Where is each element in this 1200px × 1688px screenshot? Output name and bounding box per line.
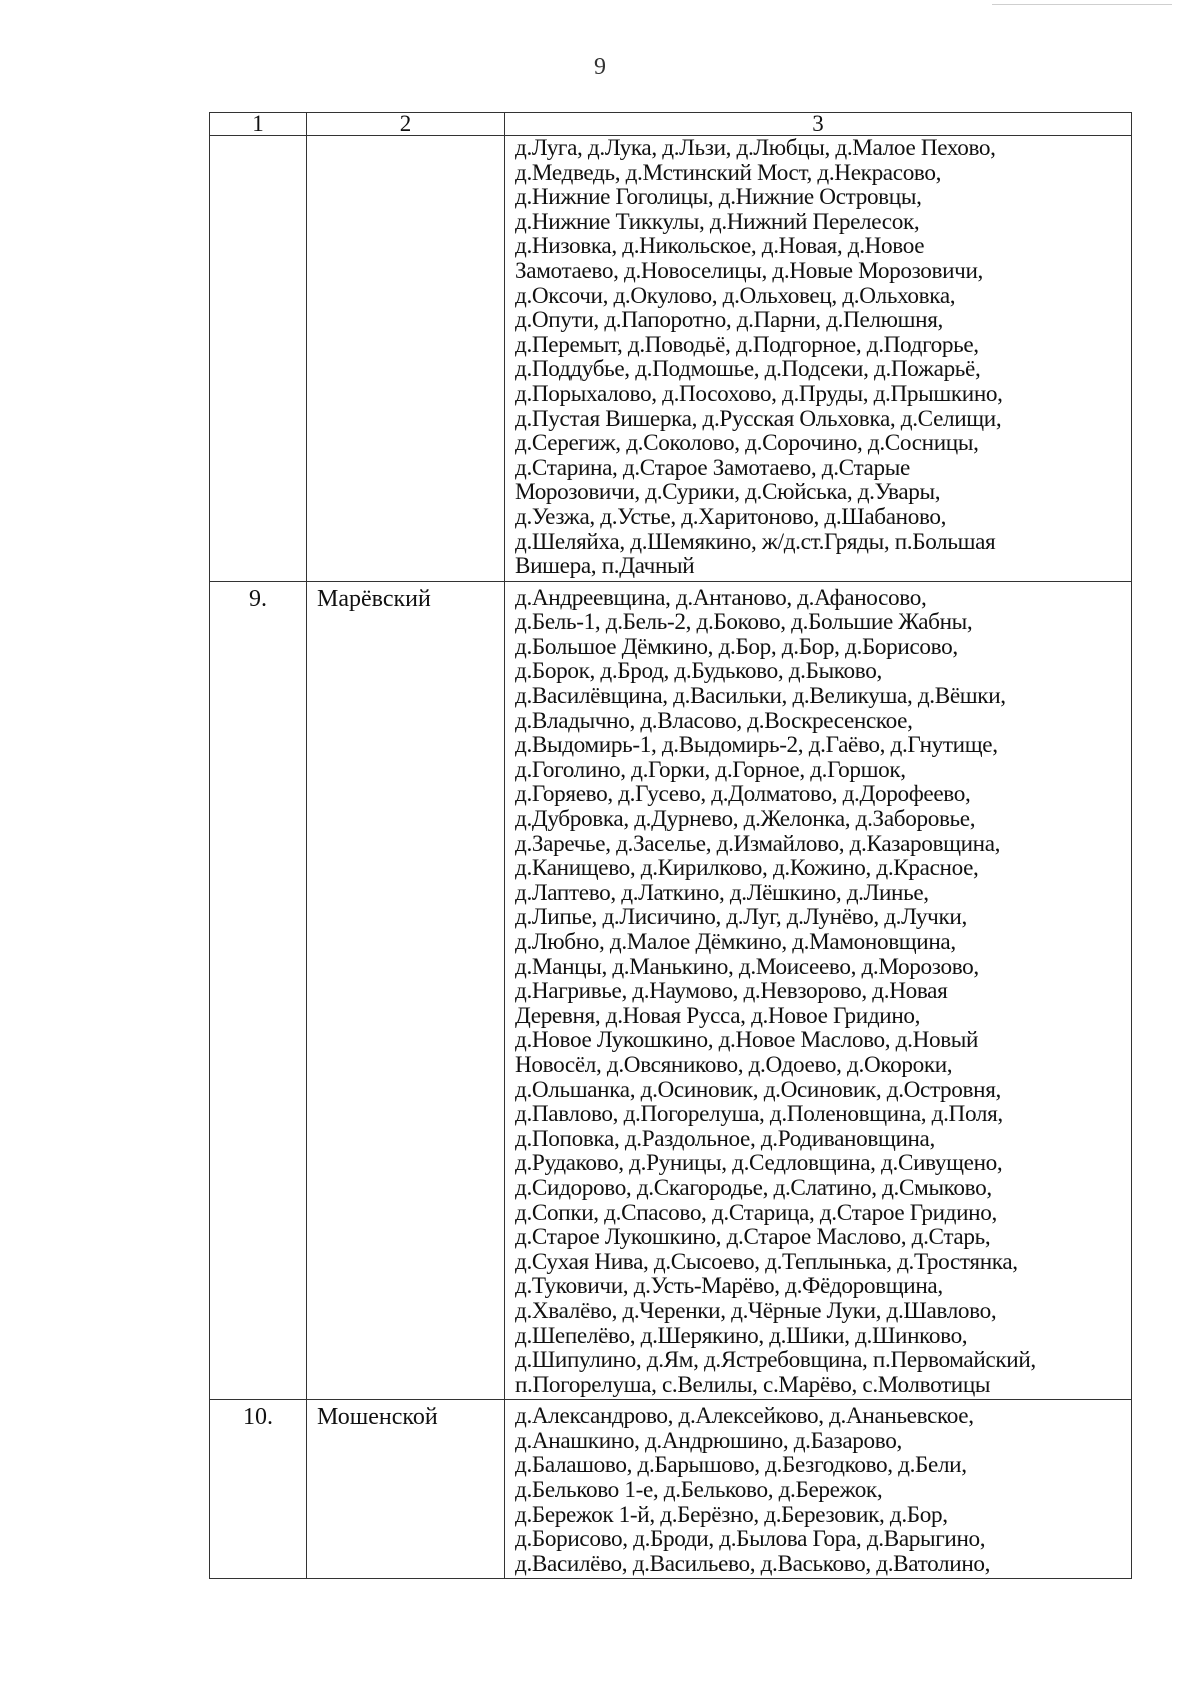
settlements-line: д.Балашово, д.Барышово, д.Безгодково, д.Бели,	[515, 1452, 967, 1479]
settlements-line: д.Порыхалово, д.Посохово, д.Пруды, д.Прышкино,	[515, 380, 1003, 407]
settlements-line: д.Борисово, д.Броди, д.Былова Гора, д.Варыгино,	[515, 1526, 986, 1553]
settlements-line: д.Новое Лукошкино, д.Новое Маслово, д.Новый	[515, 1027, 979, 1054]
settlements-line: д.Андреевщина, д.Антаново, д.Афаносово,	[515, 584, 927, 611]
settlements-line: д.Гоголино, д.Горки, д.Горное, д.Горшок,	[515, 756, 906, 783]
settlements-line: д.Серегиж, д.Соколово, д.Сорочино, д.Сосницы,	[515, 430, 979, 457]
settlements-cell	[505, 136, 1132, 582]
settlements-line: д.Нижние Тиккулы, д.Нижний Перелесок,	[515, 208, 920, 235]
table-row	[210, 1400, 1132, 1579]
settlements-line: д.Старина, д.Старое Замотаево, д.Старые	[515, 454, 910, 481]
settlements-line: д.Любно, д.Малое Дёмкино, д.Мамоновщина,	[515, 929, 956, 955]
header-col-1: 1	[210, 113, 307, 136]
settlements-line: д.Дубровка, д.Дурнево, д.Желонка, д.Заборовье,	[515, 806, 976, 833]
settlements-line: Вишера, п.Дачный	[515, 553, 695, 580]
settlements-line: Деревня, д.Новая Русса, д.Новое Гридино,	[515, 1002, 921, 1029]
settlements-line: д.Липье, д.Лисичино, д.Луг, д.Лунёво, д.Лучки,	[515, 904, 967, 931]
settlements-line: Новосёл, д.Овсяниково, д.Одоево, д.Окороки,	[515, 1051, 953, 1078]
settlements-line: д.Луга, д.Лука, д.Льзи, д.Любцы, д.Малое Пехово,	[515, 135, 996, 161]
settlements-line: д.Перемыт, д.Поводьё, д.Подгорное, д.Подгорье,	[515, 331, 979, 358]
table-row	[210, 581, 1132, 1400]
settlements-line: д.Рудаково, д.Руницы, д.Седловщина, д.Сивущено,	[515, 1150, 1003, 1177]
settlements-line: д.Владычно, д.Власово, д.Воскресенское,	[515, 707, 913, 734]
settlements-line: д.Выдомирь-1, д.Выдомирь-2, д.Гаёво, д.Гнутище,	[515, 732, 998, 759]
scan-artifact-line	[992, 4, 1172, 5]
row-number	[210, 136, 307, 582]
table-row	[210, 136, 1132, 582]
settlements-line: д.Бережок 1-й, д.Берёзно, д.Березовик, д.Бор,	[515, 1501, 948, 1528]
settlements-line: д.Большое Дёмкино, д.Бор, д.Бор, д.Борисово,	[515, 633, 958, 660]
settlements-line: д.Пустая Вишерка, д.Русская Ольховка, д.Селищи,	[515, 405, 1002, 432]
settlements-line: д.Павлово, д.Погорелуша, д.Поленовщина, д.Поля,	[515, 1101, 1003, 1128]
settlements-line: д.Шипулино, д.Ям, д.Ястребовщина, п.Первомайский,	[515, 1347, 1036, 1374]
settlements-line: д.Канищево, д.Кирилково, д.Кожино, д.Красное,	[515, 855, 979, 882]
settlements-line: д.Заречье, д.Заселье, д.Измайлово, д.Казаровщина,	[515, 830, 1001, 857]
header-col-2: 2	[307, 113, 505, 136]
settlements-line: д.Василёво, д.Васильево, д.Васьково, д.Ватолино,	[515, 1550, 991, 1577]
settlements-line: д.Низовка, д.Никольское, д.Новая, д.Новое	[515, 233, 925, 260]
settlements-line: Замотаево, д.Новоселицы, д.Новые Морозовичи,	[515, 257, 983, 284]
header-col-3: 3	[505, 113, 1132, 136]
settlements-line: д.Борок, д.Брод, д.Будьково, д.Быково,	[515, 658, 882, 685]
settlements-line: д.Василёвщина, д.Васильки, д.Великуша, д.Вёшки,	[515, 683, 1006, 710]
settlements-line: д.Ольшанка, д.Осиновик, д.Осиновик, д.Островня,	[515, 1076, 1001, 1103]
settlements-line: п.Погорелуша, с.Велилы, с.Марёво, с.Молвотицы	[515, 1371, 991, 1398]
settlements-line: д.Шепелёво, д.Шерякино, д.Шики, д.Шинково,	[515, 1322, 968, 1349]
settlements-line: д.Хвалёво, д.Черенки, д.Чёрные Луки, д.Шавлово,	[515, 1297, 997, 1324]
district-name	[307, 136, 505, 582]
district-name: Марёвский	[307, 581, 505, 1400]
settlements-line: д.Медведь, д.Мстинский Мост, д.Некрасово,	[515, 159, 942, 186]
settlements-line: д.Старое Лукошкино, д.Старое Маслово, д.Старь,	[515, 1224, 991, 1251]
settlements-table	[209, 112, 1132, 1579]
settlements-line: д.Сидорово, д.Скагородье, д.Слатино, д.Смыково,	[515, 1174, 992, 1201]
settlements-line: Морозовичи, д.Сурики, д.Сюйська, д.Увары,	[515, 479, 941, 506]
settlements-line: д.Сухая Нива, д.Сысоево, д.Теплынька, д.Тростянка,	[515, 1248, 1018, 1275]
row-number: 9.	[210, 581, 307, 1400]
settlements-line: д.Шеляйха, д.Шемякино, ж/д.ст.Гряды, п.Большая	[515, 528, 996, 555]
settlements-line: д.Лаптево, д.Латкино, д.Лёшкино, д.Линье,	[515, 879, 929, 906]
settlements-cell	[505, 581, 1132, 1400]
district-name: Мошенской	[307, 1400, 505, 1579]
settlements-line: д.Туковичи, д.Усть-Марёво, д.Фёдоровщина,	[515, 1273, 943, 1300]
settlements-line: д.Поддубье, д.Подмошье, д.Подсеки, д.Пожарьё,	[515, 356, 981, 383]
table-header-row	[210, 113, 1132, 136]
settlements-line: д.Манцы, д.Манькино, д.Моисеево, д.Морозово,	[515, 953, 979, 980]
settlements-line: д.Нагривье, д.Наумово, д.Невзорово, д.Новая	[515, 978, 948, 1005]
settlements-cell	[505, 1400, 1132, 1579]
settlements-line: д.Нижние Гоголицы, д.Нижние Островцы,	[515, 184, 922, 211]
row-number: 10.	[210, 1400, 307, 1579]
settlements-line: д.Горяево, д.Гусево, д.Долматово, д.Дорофеево,	[515, 781, 971, 808]
page-number: 9	[594, 54, 606, 80]
settlements-line: д.Опути, д.Папоротно, д.Парни, д.Пелюшня,	[515, 307, 943, 334]
settlements-line: д.Оксочи, д.Окулово, д.Ольховец, д.Ольховка,	[515, 282, 956, 309]
settlements-line: д.Александрово, д.Алексейково, д.Ананьевское,	[515, 1403, 974, 1430]
settlements-line: д.Сопки, д.Спасово, д.Старица, д.Старое Гридино,	[515, 1199, 997, 1226]
settlements-line: д.Бельково 1-е, д.Бельково, д.Бережок,	[515, 1477, 883, 1504]
settlements-line: д.Поповка, д.Раздольное, д.Родивановщина,	[515, 1125, 935, 1152]
settlements-line: д.Бель-1, д.Бель-2, д.Боково, д.Большие Жабны,	[515, 609, 973, 636]
settlements-line: д.Уезжа, д.Устье, д.Харитоново, д.Шабаново,	[515, 503, 947, 530]
settlements-line: д.Анашкино, д.Андрюшино, д.Базарово,	[515, 1427, 902, 1454]
